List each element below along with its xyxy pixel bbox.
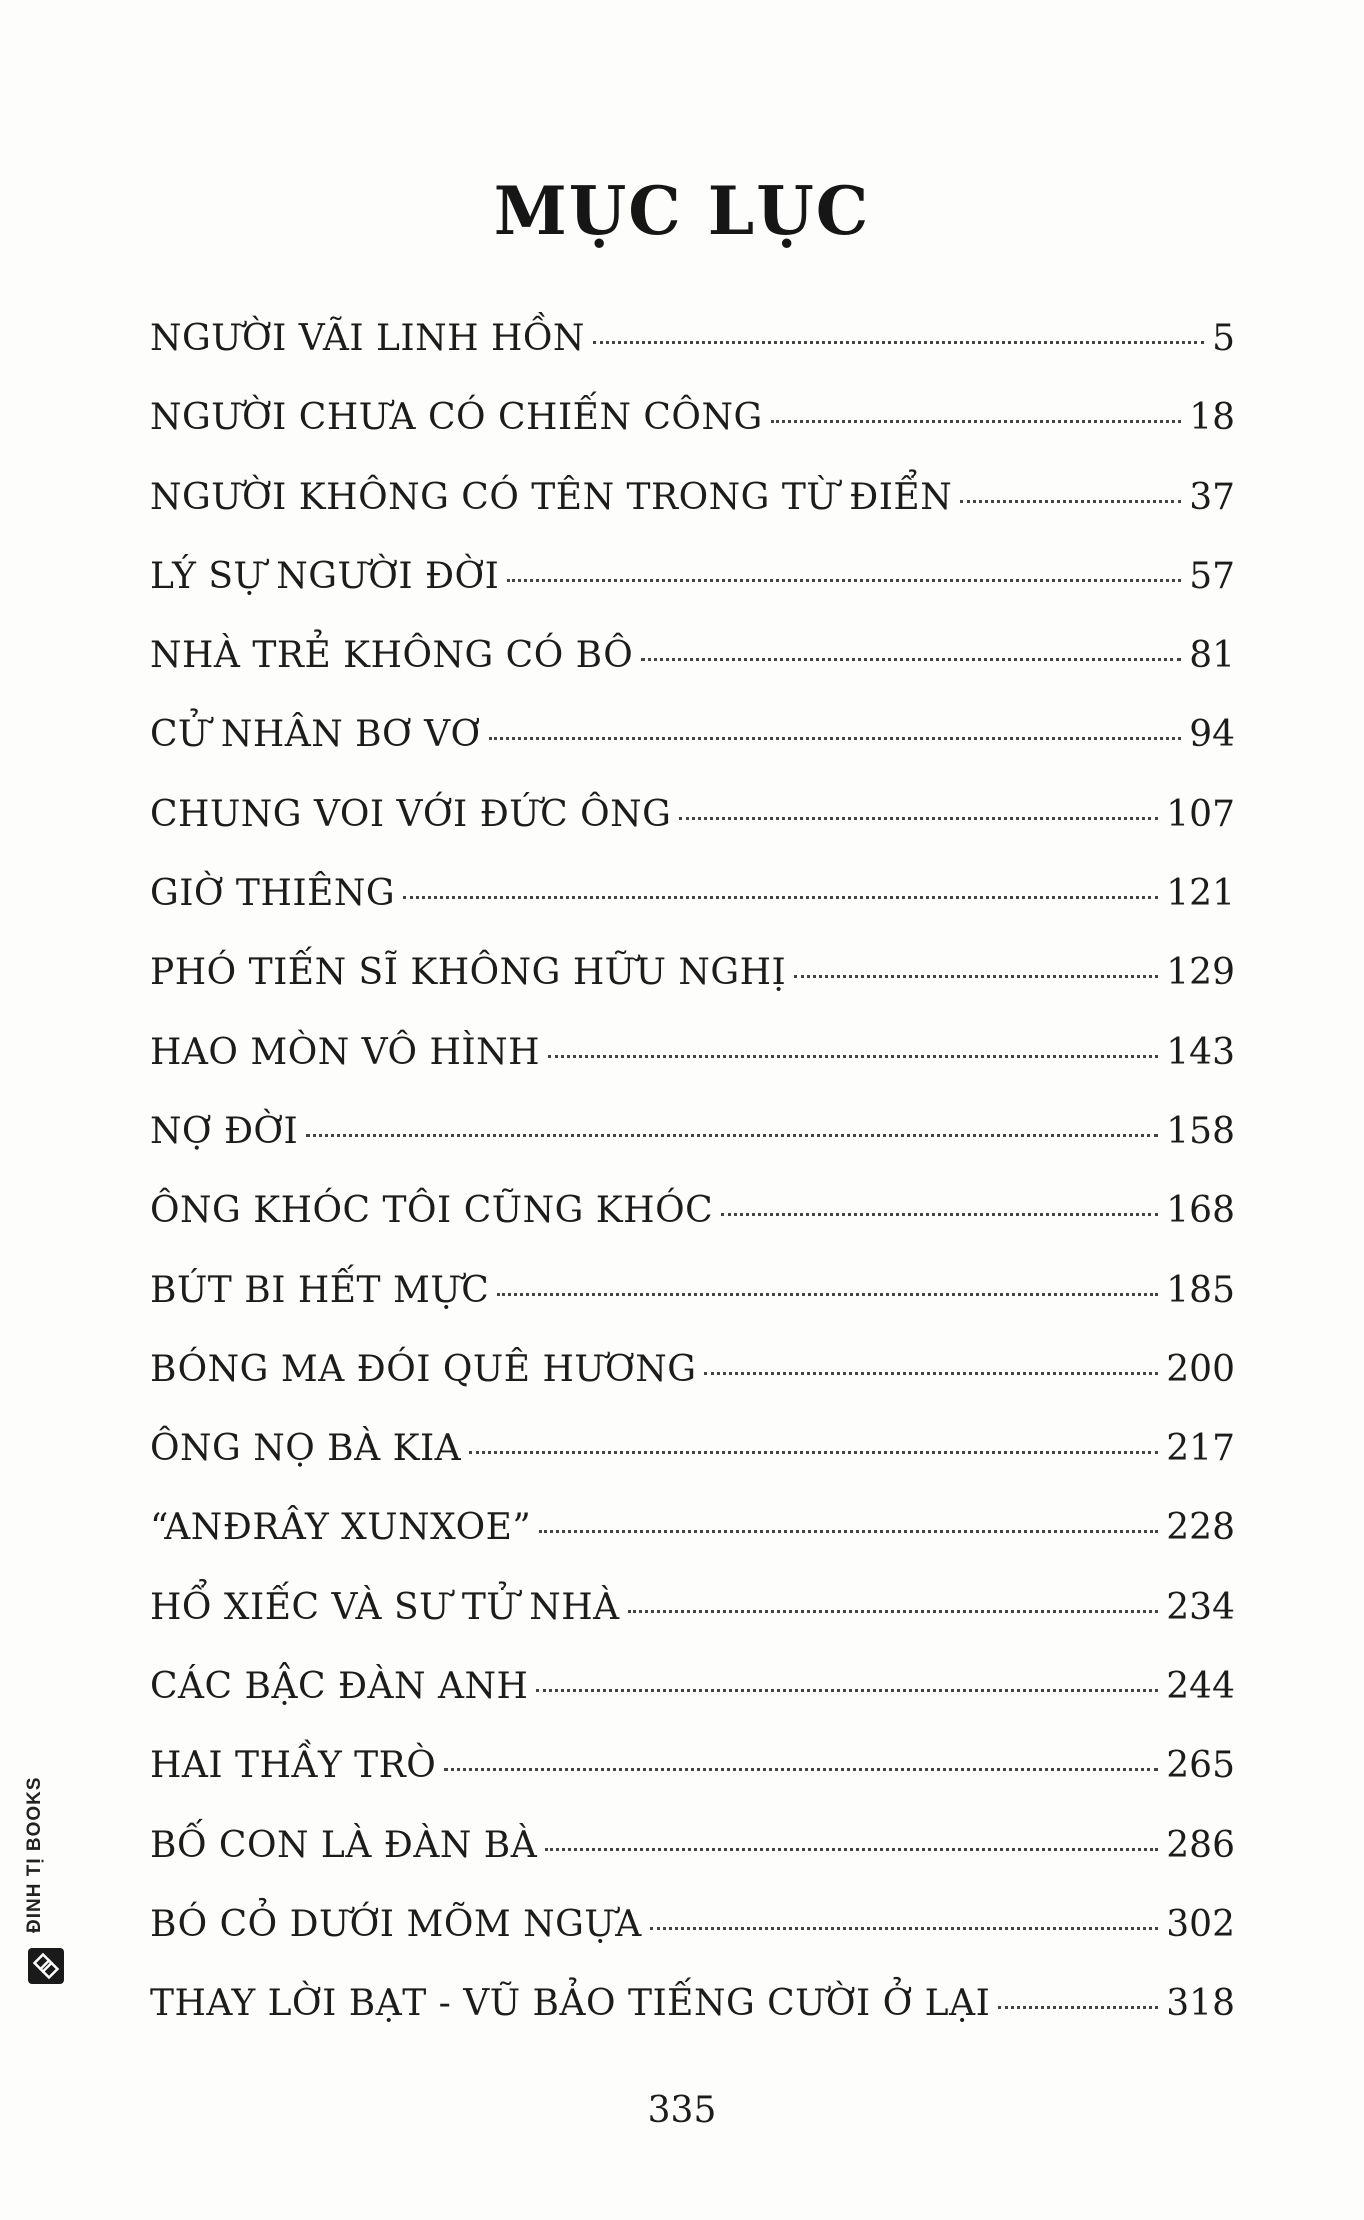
toc-leader-dots bbox=[771, 420, 1181, 423]
toc-entry-page: 265 bbox=[1166, 1745, 1235, 1787]
toc-entry-title: PHÓ TIẾN SĨ KHÔNG HỮU NGHỊ bbox=[150, 952, 787, 994]
toc-leader-dots bbox=[679, 817, 1158, 820]
toc-leader-dots bbox=[306, 1134, 1158, 1137]
toc-entry bbox=[150, 1983, 1235, 2062]
toc-entry-title: BÚT BI HẾT MỰC bbox=[150, 1269, 490, 1311]
publisher-mark bbox=[24, 1770, 68, 2000]
toc-leader-dots bbox=[593, 341, 1204, 344]
toc-entry-title: CỬ NHÂN BƠ VƠ bbox=[150, 714, 481, 756]
toc-entry-page: 244 bbox=[1166, 1666, 1235, 1708]
toc-leader-dots bbox=[721, 1213, 1158, 1216]
toc-entry bbox=[150, 635, 1235, 714]
toc-entry bbox=[150, 397, 1235, 476]
toc-entry bbox=[150, 873, 1235, 952]
toc-leader-dots bbox=[403, 896, 1158, 899]
toc-entry-title: CHUNG VOI VỚI ĐỨC ÔNG bbox=[150, 793, 672, 835]
toc-entry-title: “ANĐRÂY XUNXOE” bbox=[150, 1507, 532, 1549]
toc-leader-dots bbox=[548, 1055, 1158, 1058]
toc-entry-page: 228 bbox=[1166, 1507, 1235, 1549]
toc-entry-title: BÓ CỎ DƯỚI MÕM NGỰA bbox=[150, 1903, 642, 1945]
publisher-name: ĐINH TỊ BOOKS bbox=[24, 1776, 45, 1934]
toc-leader-dots bbox=[545, 1848, 1158, 1851]
toc-entry-title: BỐ CON LÀ ĐÀN BÀ bbox=[150, 1824, 538, 1866]
toc-leader-dots bbox=[641, 658, 1181, 661]
toc-entry-title: LÝ SỰ NGƯỜI ĐỜI bbox=[150, 555, 500, 597]
toc-leader-dots bbox=[536, 1689, 1158, 1692]
toc-entry-page: 94 bbox=[1189, 714, 1235, 756]
toc-entry bbox=[150, 1904, 1235, 1983]
toc-entry-title: GIỜ THIÊNG bbox=[150, 873, 396, 915]
toc-entry bbox=[150, 1587, 1235, 1666]
toc-entry bbox=[150, 1428, 1235, 1507]
toc-entry bbox=[150, 1349, 1235, 1428]
toc-leader-dots bbox=[794, 975, 1158, 978]
page-number: 335 bbox=[647, 2090, 717, 2131]
toc-entry-page: 158 bbox=[1166, 1110, 1235, 1152]
toc-entry-title: NGƯỜI VÃI LINH HỒN bbox=[150, 318, 585, 359]
toc-entry bbox=[150, 1190, 1235, 1269]
toc-entry-page: 302 bbox=[1166, 1903, 1235, 1945]
toc-leader-dots bbox=[507, 579, 1181, 582]
toc-leader-dots bbox=[497, 1293, 1158, 1296]
toc-entry-page: 121 bbox=[1166, 873, 1235, 915]
page-title: MỤC LỤC bbox=[493, 172, 871, 250]
toc-leader-dots bbox=[628, 1610, 1159, 1613]
toc-entry bbox=[150, 1745, 1235, 1824]
toc-entry bbox=[150, 1270, 1235, 1349]
toc-entry-title: HAI THẦY TRÒ bbox=[150, 1745, 437, 1787]
toc-entry bbox=[150, 1032, 1235, 1111]
toc-leader-dots bbox=[444, 1768, 1158, 1771]
toc-leader-dots bbox=[704, 1372, 1158, 1375]
publisher-logo-icon bbox=[28, 1948, 64, 1984]
toc-entry bbox=[150, 1507, 1235, 1586]
table-of-contents bbox=[150, 318, 1235, 2063]
toc-entry-page: 37 bbox=[1189, 476, 1235, 518]
toc-leader-dots bbox=[539, 1530, 1158, 1533]
toc-entry-title: NGƯỜI KHÔNG CÓ TÊN TRONG TỪ ĐIỂN bbox=[150, 476, 953, 518]
toc-entry bbox=[150, 952, 1235, 1031]
toc-entry bbox=[150, 318, 1235, 397]
toc-leader-dots bbox=[650, 1927, 1159, 1930]
toc-entry-title: NHÀ TRẺ KHÔNG CÓ BÔ bbox=[150, 635, 634, 677]
toc-entry-page: 57 bbox=[1189, 555, 1235, 597]
toc-entry-page: 18 bbox=[1189, 397, 1235, 439]
toc-leader-dots bbox=[960, 500, 1181, 503]
toc-entry-title: ÔNG NỌ BÀ KIA bbox=[150, 1428, 462, 1470]
toc-entry bbox=[150, 714, 1235, 793]
toc-entry bbox=[150, 556, 1235, 635]
toc-entry-page: 318 bbox=[1166, 1983, 1235, 2025]
toc-entry-page: 234 bbox=[1166, 1586, 1235, 1628]
toc-entry-title: CÁC BẬC ĐÀN ANH bbox=[150, 1666, 529, 1708]
toc-entry bbox=[150, 1666, 1235, 1745]
toc-entry-page: 143 bbox=[1166, 1031, 1235, 1073]
toc-entry bbox=[150, 1825, 1235, 1904]
toc-entry-page: 200 bbox=[1166, 1348, 1235, 1390]
toc-leader-dots bbox=[469, 1451, 1158, 1454]
toc-entry-page: 129 bbox=[1166, 952, 1235, 994]
toc-entry-page: 81 bbox=[1189, 635, 1235, 677]
toc-entry-title: HAO MÒN VÔ HÌNH bbox=[150, 1031, 540, 1073]
toc-entry-page: 286 bbox=[1166, 1824, 1235, 1866]
toc-leader-dots bbox=[489, 737, 1182, 740]
toc-entry-page: 5 bbox=[1212, 318, 1235, 359]
toc-entry-page: 168 bbox=[1166, 1190, 1235, 1232]
toc-entry-page: 107 bbox=[1166, 793, 1235, 835]
toc-leader-dots bbox=[998, 2006, 1158, 2009]
toc-entry-title: BÓNG MA ĐÓI QUÊ HƯƠNG bbox=[150, 1348, 697, 1390]
toc-entry-page: 185 bbox=[1166, 1269, 1235, 1311]
toc-entry-title: NGƯỜI CHƯA CÓ CHIẾN CÔNG bbox=[150, 397, 763, 439]
toc-entry-title: HỔ XIẾC VÀ SƯ TỬ NHÀ bbox=[150, 1586, 620, 1628]
toc-entry bbox=[150, 1111, 1235, 1190]
toc-entry-title: NỢ ĐỜI bbox=[150, 1110, 299, 1152]
toc-entry bbox=[150, 477, 1235, 556]
toc-entry-title: THAY LỜI BẠT - VŨ BẢO TIẾNG CƯỜI Ở LẠI bbox=[150, 1983, 991, 2025]
toc-entry-page: 217 bbox=[1166, 1428, 1235, 1470]
toc-entry-title: ÔNG KHÓC TÔI CŨNG KHÓC bbox=[150, 1190, 714, 1232]
toc-entry bbox=[150, 794, 1235, 873]
